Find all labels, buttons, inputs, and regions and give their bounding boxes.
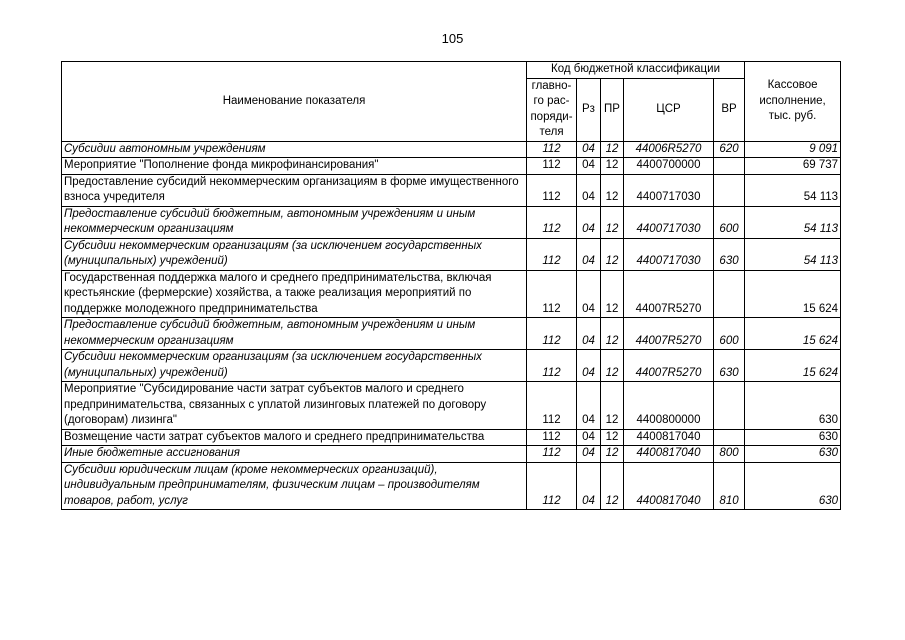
- row-csr: 4400717030: [624, 238, 714, 270]
- row-pr: 12: [601, 350, 624, 382]
- row-name: Субсидии некоммерческим организациям (за исключением государственных (муниципальных) учреждений): [62, 350, 527, 382]
- row-glav: 112: [527, 206, 577, 238]
- row-amount: 15 624: [745, 318, 841, 350]
- row-pr: 12: [601, 158, 624, 175]
- row-amount: 630: [745, 382, 841, 430]
- row-glav: 112: [527, 382, 577, 430]
- row-csr: 4400700000: [624, 158, 714, 175]
- row-amount: 54 113: [745, 174, 841, 206]
- row-pr: 12: [601, 174, 624, 206]
- row-glav: 112: [527, 350, 577, 382]
- row-glav: 112: [527, 446, 577, 463]
- row-pr: 12: [601, 141, 624, 158]
- row-glav: 112: [527, 270, 577, 318]
- page-number: 105: [441, 31, 464, 46]
- row-name: Предоставление субсидий бюджетным, автономным учреждениям и иным некоммерческим организациям: [62, 318, 527, 350]
- row-rz: 04: [577, 270, 601, 318]
- row-csr: 4400717030: [624, 174, 714, 206]
- header-name: Наименование показателя: [62, 62, 527, 142]
- row-amount: 630: [745, 446, 841, 463]
- row-amount: 15 624: [745, 270, 841, 318]
- table-row: [62, 206, 841, 238]
- row-vr: 600: [714, 206, 745, 238]
- row-glav: 112: [527, 429, 577, 446]
- header-csr: ЦСР: [624, 78, 714, 141]
- row-name: Субсидии автономным учреждениям: [62, 141, 527, 158]
- table-row: [62, 350, 841, 382]
- row-vr: [714, 429, 745, 446]
- row-vr: [714, 158, 745, 175]
- row-rz: 04: [577, 141, 601, 158]
- row-name: Мероприятие "Пополнение фонда микрофинансирования": [62, 158, 527, 175]
- row-rz: 04: [577, 206, 601, 238]
- row-vr: 810: [714, 462, 745, 510]
- row-amount: 630: [745, 429, 841, 446]
- row-rz: 04: [577, 350, 601, 382]
- row-glav: 112: [527, 141, 577, 158]
- header-vr: ВР: [714, 78, 745, 141]
- row-vr: [714, 382, 745, 430]
- table-row: [62, 382, 841, 430]
- row-pr: 12: [601, 238, 624, 270]
- row-glav: 112: [527, 238, 577, 270]
- row-csr: 44007R5270: [624, 350, 714, 382]
- row-pr: 12: [601, 382, 624, 430]
- row-vr: [714, 174, 745, 206]
- row-name: Государственная поддержка малого и среднего предпринимательства, включая крестьянские (фермерские) хозяйства, а также реализация мероприятий по поддержке молодежного предпринимательства: [62, 270, 527, 318]
- header-glav: главно-го рас-поряди-теля: [527, 78, 577, 141]
- row-name: Предоставление субсидий бюджетным, автономным учреждениям и иным некоммерческим организациям: [62, 206, 527, 238]
- row-csr: 44007R5270: [624, 318, 714, 350]
- row-pr: 12: [601, 318, 624, 350]
- row-amount: 69 737: [745, 158, 841, 175]
- row-rz: 04: [577, 446, 601, 463]
- table-body: [62, 141, 841, 510]
- table-row: [62, 270, 841, 318]
- row-name: Мероприятие "Субсидирование части затрат субъектов малого и среднего предпринимательства, связанных с уплатой лизинговых платежей по договору (договорам) лизинга": [62, 382, 527, 430]
- header-pr: ПР: [601, 78, 624, 141]
- header-amount: Кассовое исполнение, тыс. руб.: [745, 62, 841, 142]
- row-amount: 9 091: [745, 141, 841, 158]
- table-row: [62, 429, 841, 446]
- row-vr: 630: [714, 238, 745, 270]
- row-amount: 630: [745, 462, 841, 510]
- budget-table: [61, 61, 841, 510]
- row-vr: 800: [714, 446, 745, 463]
- row-vr: [714, 270, 745, 318]
- table-row: [62, 158, 841, 175]
- row-name: Возмещение части затрат субъектов малого и среднего предпринимательства: [62, 429, 527, 446]
- row-rz: 04: [577, 318, 601, 350]
- row-csr: 4400817040: [624, 462, 714, 510]
- row-amount: 54 113: [745, 238, 841, 270]
- row-glav: 112: [527, 462, 577, 510]
- row-glav: 112: [527, 318, 577, 350]
- row-vr: 620: [714, 141, 745, 158]
- row-name: Субсидии юридическим лицам (кроме некоммерческих организаций), индивидуальным предпринимателям, физическим лицам – производителям товаров, работ, услуг: [62, 462, 527, 510]
- row-csr: 4400817040: [624, 429, 714, 446]
- header-code-group: Код бюджетной классификации: [527, 62, 745, 79]
- row-rz: 04: [577, 174, 601, 206]
- row-pr: 12: [601, 429, 624, 446]
- row-rz: 04: [577, 462, 601, 510]
- table-row: [62, 238, 841, 270]
- row-name: Субсидии некоммерческим организациям (за исключением государственных (муниципальных) учреждений): [62, 238, 527, 270]
- row-rz: 04: [577, 158, 601, 175]
- row-amount: 15 624: [745, 350, 841, 382]
- table-row: [62, 141, 841, 158]
- row-rz: 04: [577, 382, 601, 430]
- row-csr: 4400817040: [624, 446, 714, 463]
- table-row: [62, 174, 841, 206]
- row-name: Предоставление субсидий некоммерческим организациям в форме имущественного взноса учредителя: [62, 174, 527, 206]
- row-glav: 112: [527, 174, 577, 206]
- row-glav: 112: [527, 158, 577, 175]
- header-rz: Рз: [577, 78, 601, 141]
- row-pr: 12: [601, 446, 624, 463]
- table-row: [62, 462, 841, 510]
- row-csr: 4400717030: [624, 206, 714, 238]
- row-csr: 44007R5270: [624, 270, 714, 318]
- row-pr: 12: [601, 462, 624, 510]
- table-row: [62, 446, 841, 463]
- row-pr: 12: [601, 270, 624, 318]
- row-csr: 4400800000: [624, 382, 714, 430]
- row-amount: 54 113: [745, 206, 841, 238]
- row-vr: 600: [714, 318, 745, 350]
- row-pr: 12: [601, 206, 624, 238]
- row-vr: 630: [714, 350, 745, 382]
- row-name: Иные бюджетные ассигнования: [62, 446, 527, 463]
- table-row: [62, 318, 841, 350]
- row-rz: 04: [577, 238, 601, 270]
- row-csr: 44006R5270: [624, 141, 714, 158]
- row-rz: 04: [577, 429, 601, 446]
